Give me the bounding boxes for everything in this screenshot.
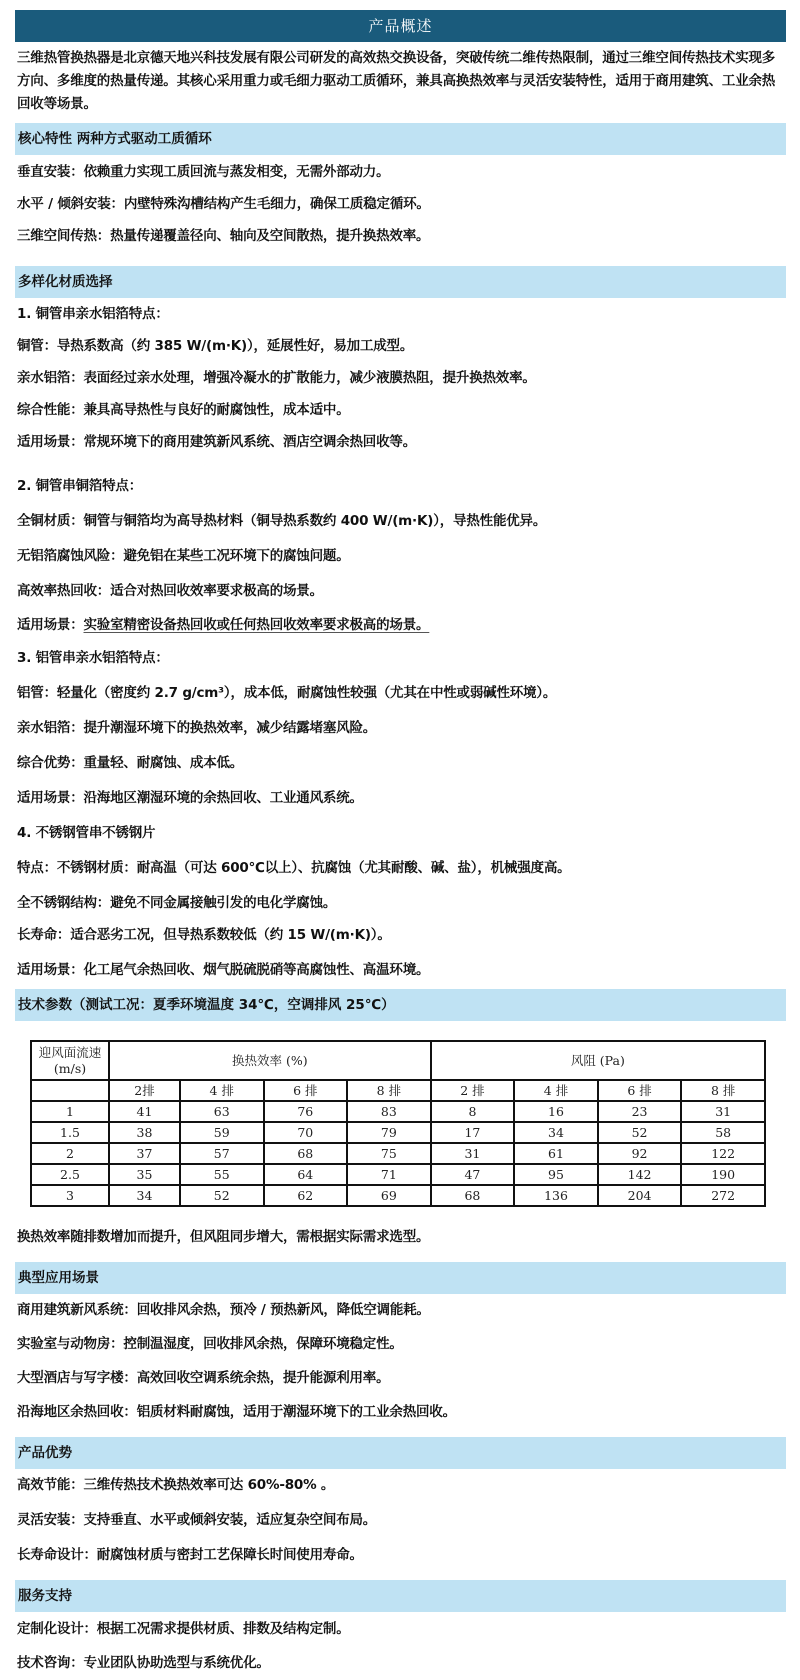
eff-cell: 71 (347, 1164, 431, 1185)
eff-cell: 55 (180, 1164, 264, 1185)
core-line: 水平 / 倾斜安装：内壁特殊沟槽结构产生毛细力，确保工质稳定循环。 (17, 196, 430, 212)
params-table (30, 1040, 766, 1207)
table-row (31, 1143, 765, 1164)
application-line: 大型酒店与写字楼：高效回收空调系统余热，提升能源利用率。 (17, 1370, 390, 1386)
material-group-title: 4. 不锈钢管串不锈钢片 (17, 825, 156, 841)
section-heading-advantages: 产品优势 (15, 1437, 786, 1469)
eff-cell: 70 (264, 1122, 348, 1143)
speed-cell: 2 (31, 1143, 109, 1164)
res-col-header: 2 排 (431, 1080, 515, 1101)
params-note: 换热效率随排数增加而提升，但风阻同步增大，需根据实际需求选型。 (17, 1229, 430, 1245)
speed-cell: 3 (31, 1185, 109, 1206)
res-cell: 61 (514, 1143, 598, 1164)
efficiency-group-header: 换热效率 (%) (109, 1041, 431, 1080)
eff-cell: 64 (264, 1164, 348, 1185)
res-cell: 52 (598, 1122, 682, 1143)
section-heading-params: 技术参数（测试工况：夏季环境温度 34℃，空调排风 25℃） (15, 989, 786, 1021)
material-line: 适用场景：化工尾气余热回收、烟气脱硫脱硝等高腐蚀性、高温环境。 (17, 962, 430, 978)
res-cell: 31 (431, 1143, 515, 1164)
eff-cell: 37 (109, 1143, 180, 1164)
speed-cell: 2.5 (31, 1164, 109, 1185)
res-cell: 47 (431, 1164, 515, 1185)
speed-cell: 1.5 (31, 1122, 109, 1143)
intro-paragraph: 三维热管换热器是北京德天地兴科技发展有限公司研发的高效热交换设备，突破传统二维传热限制，通过三维空间传热技术实现多方向、多维度的热量传递。其核心采用重力或毛细力驱动工质循环，兼具高换热效率与灵活安装特性，适用于商用建筑、工业余热回收等场景。 (17, 50, 776, 112)
table-row (31, 1164, 765, 1185)
advantage-line: 高效节能：三维传热技术换热效率可达 60%-80% 。 (17, 1477, 335, 1493)
res-cell: 204 (598, 1185, 682, 1206)
material-line: 特点：不锈钢材质：耐高温（可达 600℃以上）、抗腐蚀（尤其耐酸、碱、盐），机械强度高。 (17, 860, 571, 876)
eff-cell: 35 (109, 1164, 180, 1185)
eff-col-header: 8 排 (347, 1080, 431, 1101)
material-line: 适用场景：常规环境下的商用建筑新风系统、酒店空调余热回收等。 (17, 434, 416, 450)
advantage-line: 灵活安装：支持垂直、水平或倾斜安装，适应复杂空间布局。 (17, 1512, 377, 1528)
material-group-title: 2. 铜管串铜箔特点： (17, 478, 143, 494)
res-cell: 23 (598, 1101, 682, 1122)
material-line: 亲水铝箔：表面经过亲水处理，增强冷凝水的扩散能力，减少液膜热阻，提升换热效率。 (17, 370, 536, 386)
eff-cell: 41 (109, 1101, 180, 1122)
eff-cell: 59 (180, 1122, 264, 1143)
section-heading-service: 服务支持 (15, 1580, 786, 1612)
table-row (31, 1185, 765, 1206)
res-cell: 95 (514, 1164, 598, 1185)
material-line: 全铜材质：铜管与铜箔均为高导热材料（铜导热系数约 400 W/(m·K)），导热性能优异。 (17, 513, 547, 529)
page-title: 产品概述 (15, 10, 786, 42)
res-cell: 34 (514, 1122, 598, 1143)
speed-header-unit: (m/s) (53, 1060, 87, 1076)
eff-cell: 75 (347, 1143, 431, 1164)
speed-header-label: 迎风面流速 (38, 1044, 102, 1060)
eff-cell: 76 (264, 1101, 348, 1122)
section-heading-core: 核心特性 两种方式驱动工质循环 (15, 123, 786, 155)
material-group-title: 1. 铜管串亲水铝箔特点： (17, 306, 169, 322)
res-cell: 31 (681, 1101, 765, 1122)
empty-cell (31, 1080, 109, 1101)
speed-header (31, 1041, 109, 1080)
advantage-line: 长寿命设计：耐腐蚀材质与密封工艺保障长时间使用寿命。 (17, 1547, 363, 1563)
table-subheader-row (31, 1080, 765, 1101)
resistance-group-header: 风阻 (Pa) (431, 1041, 765, 1080)
material-line: 无铝箔腐蚀风险：避免铝在某些工况环境下的腐蚀问题。 (17, 548, 350, 564)
eff-cell: 69 (347, 1185, 431, 1206)
eff-cell: 68 (264, 1143, 348, 1164)
core-line: 垂直安装：依赖重力实现工质回流与蒸发相变，无需外部动力。 (17, 164, 390, 180)
res-cell: 17 (431, 1122, 515, 1143)
speed-cell: 1 (31, 1101, 109, 1122)
table-row (31, 1101, 765, 1122)
core-line: 三维空间传热：热量传递覆盖径向、轴向及空间散热，提升换热效率。 (17, 228, 430, 244)
application-line: 实验室与动物房：控制温湿度，回收排风余热，保障环境稳定性。 (17, 1336, 403, 1352)
res-col-header: 4 排 (514, 1080, 598, 1101)
eff-cell: 63 (180, 1101, 264, 1122)
eff-cell: 38 (109, 1122, 180, 1143)
eff-cell: 79 (347, 1122, 431, 1143)
eff-col-header: 4 排 (180, 1080, 264, 1101)
table-header-row (31, 1041, 765, 1080)
eff-col-header: 6 排 (264, 1080, 348, 1101)
service-line: 技术咨询：专业团队协助选型与系统优化。 (17, 1655, 270, 1671)
res-cell: 8 (431, 1101, 515, 1122)
material-line-underlined-value: 实验室精密设备热回收或任何热回收效率要求极高的场景。 (83, 617, 430, 633)
material-line: 高效率热回收：适合对热回收效率要求极高的场景。 (17, 583, 323, 599)
res-cell: 122 (681, 1143, 765, 1164)
res-cell: 136 (514, 1185, 598, 1206)
material-line: 铝管：轻量化（密度约 2.7 g/cm³），成本低，耐腐蚀性较强（尤其在中性或弱碱性环境）。 (17, 685, 557, 701)
material-line (17, 615, 429, 635)
section-heading-materials: 多样化材质选择 (15, 266, 786, 298)
eff-cell: 57 (180, 1143, 264, 1164)
material-line-label: 适用场景： (17, 617, 84, 633)
res-cell: 16 (514, 1101, 598, 1122)
eff-cell: 34 (109, 1185, 180, 1206)
service-line: 定制化设计：根据工况需求提供材质、排数及结构定制。 (17, 1621, 350, 1637)
eff-col-header: 2排 (109, 1080, 180, 1101)
eff-cell: 52 (180, 1185, 264, 1206)
eff-cell: 83 (347, 1101, 431, 1122)
eff-cell: 62 (264, 1185, 348, 1206)
res-cell: 190 (681, 1164, 765, 1185)
material-group-title: 3. 铝管串亲水铝箔特点： (17, 650, 169, 666)
application-line: 商用建筑新风系统：回收排风余热，预冷 / 预热新风，降低空调能耗。 (17, 1302, 430, 1318)
res-cell: 142 (598, 1164, 682, 1185)
section-heading-applications: 典型应用场景 (15, 1262, 786, 1294)
material-line: 长寿命：适合恶劣工况，但导热系数较低（约 15 W/(m·K)）。 (17, 927, 391, 943)
material-line: 亲水铝箔：提升潮湿环境下的换热效率，减少结露堵塞风险。 (17, 720, 377, 736)
table-row (31, 1122, 765, 1143)
material-line: 综合优势：重量轻、耐腐蚀、成本低。 (17, 755, 244, 771)
material-line: 铜管：导热系数高（约 385 W/(m·K)），延展性好，易加工成型。 (17, 338, 414, 354)
res-cell: 92 (598, 1143, 682, 1164)
res-cell: 272 (681, 1185, 765, 1206)
material-line: 适用场景：沿海地区潮湿环境的余热回收、工业通风系统。 (17, 790, 363, 806)
application-line: 沿海地区余热回收：铝质材料耐腐蚀，适用于潮湿环境下的工业余热回收。 (17, 1404, 456, 1420)
res-cell: 58 (681, 1122, 765, 1143)
res-col-header: 8 排 (681, 1080, 765, 1101)
res-cell: 68 (431, 1185, 515, 1206)
res-col-header: 6 排 (598, 1080, 682, 1101)
material-line: 综合性能：兼具高导热性与良好的耐腐蚀性，成本适中。 (17, 402, 350, 418)
material-line: 全不锈钢结构：避免不同金属接触引发的电化学腐蚀。 (17, 895, 337, 911)
